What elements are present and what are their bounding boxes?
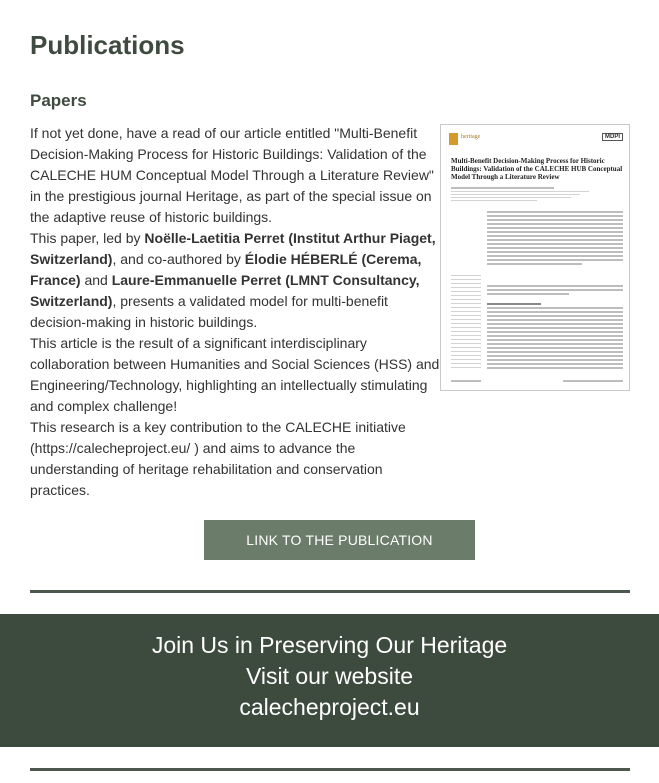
section-heading-papers: Papers <box>30 91 87 110</box>
article-authors-paragraph <box>30 228 440 333</box>
divider-top <box>30 590 630 593</box>
authors-tail-text: , presents a validated model for multi-benefit decision-making in historic buildings. <box>30 293 388 330</box>
website-link[interactable]: calecheproject.eu <box>239 694 420 720</box>
authors-mid-text: , and co-authored by <box>112 251 245 267</box>
thumbnail-header <box>449 133 623 147</box>
cta-banner <box>0 614 659 747</box>
author-heberle: Élodie HÉBERLÉ (Cerema, France) <box>30 251 422 288</box>
thumbnail-journal-name: heritage <box>461 134 481 140</box>
thumbnail-footer <box>451 380 623 384</box>
link-to-publication-button[interactable]: LINK TO THE PUBLICATION <box>204 520 475 560</box>
page-title: Publications <box>30 30 185 60</box>
thumbnail-side-column <box>451 275 481 371</box>
divider-bottom <box>30 768 630 771</box>
article-intro-paragraph: If not yet done, have a read of our article entitled "Multi-Benefit Decision-Making Process for Historic Buildings: Validation of the CALECHE HUM Conceptual Model Through a Literature Review" in the prestigious journal Heritage, as part of the special issue on the adaptive reuse of historic buildings. <box>30 125 434 225</box>
thumbnail-author-lines <box>451 187 623 203</box>
heritage-journal-logo-icon <box>449 133 458 145</box>
article-collaboration-paragraph: This article is the result of a significant interdisciplinary collaboration between Humanities and Social Sciences (HSS) and Engineering/Technology, highlighting an intellectually stimulating and complex challenge! <box>30 335 440 414</box>
authors-and-text: and <box>80 272 112 288</box>
thumbnail-abstract-lines <box>487 211 623 267</box>
banner-headline: Join Us in Preserving Our Heritage <box>151 632 508 658</box>
banner-visit-text: Visit our website <box>245 663 414 689</box>
authors-lead-text: This paper, led by <box>30 230 145 246</box>
thumbnail-paper-title: Multi-Benefit Decision-Making Process for Historic Buildings: Validation of the CALECHE HUB Conceptual Model Through a Literature Review <box>451 157 623 181</box>
author-perret-le: Laure-Emmanuelle Perret (LMNT Consultancy, Switzerland) <box>30 272 420 309</box>
article-description <box>30 123 440 501</box>
article-contribution-paragraph: This research is a key contribution to the CALECHE initiative (https://calecheproject.eu/ ) and aims to advance the understanding of heritage rehabilitation and conservation practices. <box>30 419 406 498</box>
paper-thumbnail[interactable] <box>440 124 630 391</box>
thumbnail-body-lines <box>487 285 623 371</box>
author-perret-nl: Noëlle-Laetitia Perret (Institut Arthur Piaget, Switzerland) <box>30 230 436 267</box>
mdpi-logo-icon: MDPI <box>602 133 623 141</box>
